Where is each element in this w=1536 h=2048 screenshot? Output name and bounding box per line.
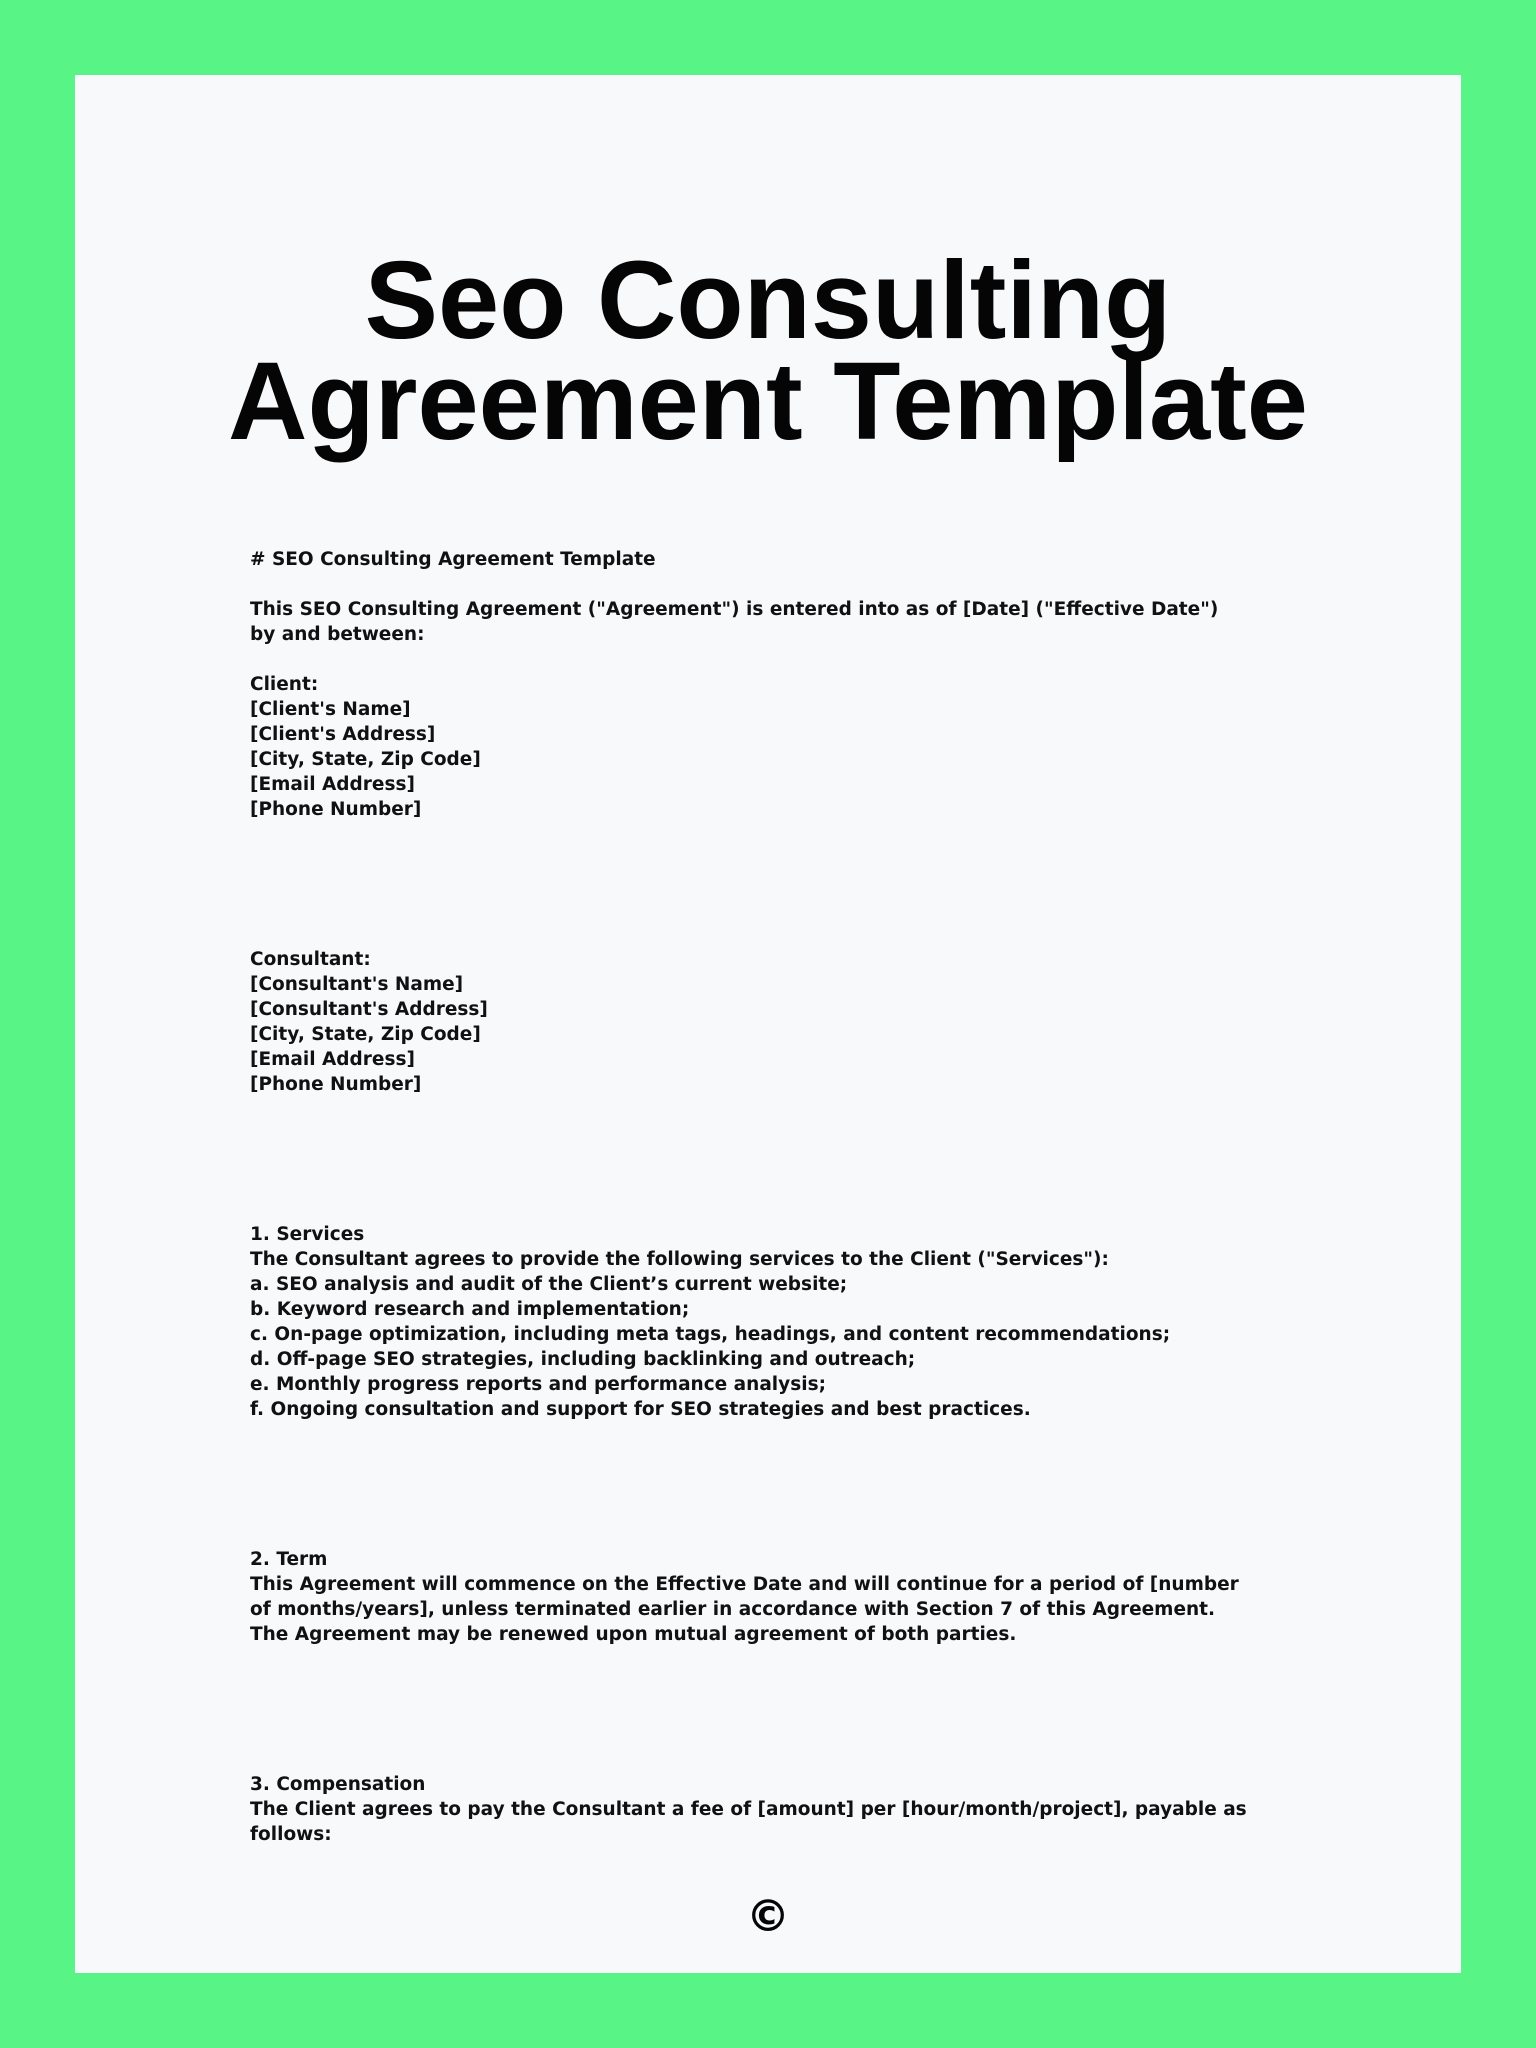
consultant-phone: [Phone Number]: [250, 1074, 422, 1095]
services-item: a. SEO analysis and audit of the Client’s current website;: [250, 1274, 848, 1295]
client-address: [Client's Address]: [250, 724, 436, 745]
consultant-label: Consultant:: [250, 949, 371, 970]
client-email: [Email Address]: [250, 774, 415, 795]
term-heading: 2. Term: [250, 1549, 328, 1570]
client-city: [City, State, Zip Code]: [250, 749, 481, 770]
services-item: d. Off-page SEO strategies, including backlinking and outreach;: [250, 1349, 916, 1370]
compensation-body: The Client agrees to pay the Consultant a fee of [amount] per [hour/month/project], payable as follows:: [250, 1799, 1247, 1845]
services-item: f. Ongoing consultation and support for SEO strategies and best practices.: [250, 1399, 1031, 1420]
services-section: [250, 1222, 1250, 1422]
consultant-name: [Consultant's Name]: [250, 974, 464, 995]
term-section: [250, 1547, 1250, 1647]
services-item: e. Monthly progress reports and performance analysis;: [250, 1374, 826, 1395]
consultant-block: [250, 947, 1250, 1097]
services-item: b. Keyword research and implementation;: [250, 1299, 690, 1320]
copyright-icon: ©: [746, 1891, 790, 1942]
services-intro: The Consultant agrees to provide the following services to the Client ("Services"):: [250, 1249, 1109, 1270]
page-title: Seo Consulting Agreement Template: [228, 239, 1308, 463]
services-item: c. On-page optimization, including meta tags, headings, and content recommendations;: [250, 1324, 1171, 1345]
term-body: This Agreement will commence on the Effective Date and will continue for a period of [number of months/years], unless terminated earlier in accordance with Section 7 of this Agreement. The Agreement may be renewed upon mutual agreement of both parties.: [250, 1574, 1239, 1645]
client-label: Client:: [250, 674, 319, 695]
compensation-heading: 3. Compensation: [250, 1774, 426, 1795]
consultant-address: [Consultant's Address]: [250, 999, 488, 1020]
consultant-city: [City, State, Zip Code]: [250, 1024, 481, 1045]
intro-paragraph: This SEO Consulting Agreement ("Agreement") is entered into as of [Date] ("Effective Date") by and between:: [250, 599, 1219, 645]
client-phone: [Phone Number]: [250, 799, 422, 820]
client-name: [Client's Name]: [250, 699, 411, 720]
consultant-email: [Email Address]: [250, 1049, 415, 1070]
compensation-section: [250, 1772, 1250, 1847]
client-block: [250, 672, 1250, 822]
services-heading: 1. Services: [250, 1224, 365, 1245]
document-page: [75, 75, 1461, 1973]
doc-heading: # SEO Consulting Agreement Template: [250, 549, 656, 570]
